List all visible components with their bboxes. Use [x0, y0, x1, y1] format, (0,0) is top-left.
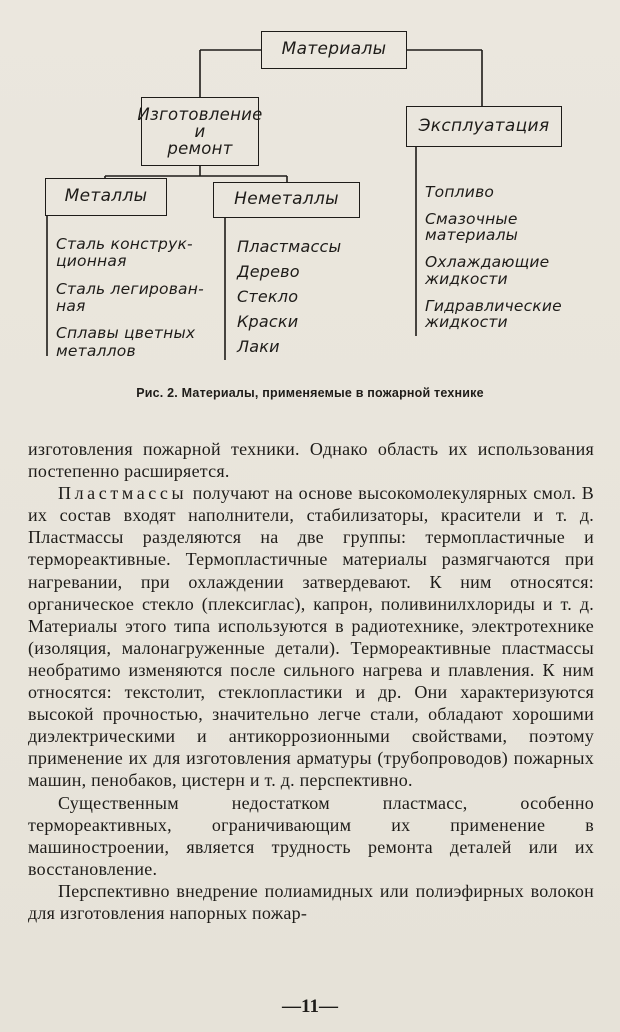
- nonmetals-list-item: Стекло: [237, 286, 299, 306]
- operation-node: Эксплуатация: [406, 106, 562, 147]
- materials-diagram: [0, 0, 620, 380]
- figure-caption: Рис. 2. Материалы, применяемые в пожарной технике: [136, 386, 484, 400]
- paragraph-2-body: получают на основе высокомолекулярных смол. В их состав входят наполнители, стабилизаторы, красители и т. д. Пластмассы разделяются на две группы: термопластичные и термореактивные. Термопластичные материалы размягчаются при нагревании, при охлаждении затвердевают. К ним относятся: органическое стекло (плексиглас), капрон, поливинилхлориды и т. д. Материалы этого типа используются в радиотехнике, электротехнике (изоляция, малонагруженные детали). Термореактивные пластмассы необратимо изменяются после сильного нагрева и плавления. К ним относятся: текстолит, стеклопластики и др. Они характеризуются высокой прочностью, значительно легче стали, обладают хорошими диэлектрическими и антикоррозионными свойствами, поэтому применение их для изготовления арматуры (трубопроводов) пожарных машин, пенобаков, цистерн и т. д. перспективно.: [28, 483, 594, 791]
- emphasized-term: Пластмассы: [58, 483, 188, 504]
- operation-list-item: Гидравлические жидкости: [425, 296, 562, 332]
- operation-list-item: Топливо: [425, 183, 495, 201]
- paragraph-4: Перспективно внедрение полиамидных или полиэфирных волокон для изготовления напорных пожар-: [28, 880, 594, 923]
- nonmetals-list-item: Пластмассы: [237, 237, 342, 256]
- operation-list-item: Охлаждающие жидкости: [425, 253, 550, 288]
- paragraph-1: изготовления пожарной техники. Однако область их использования постепенно расширяется.: [28, 439, 594, 482]
- metals-list-item: Сплавы цветных металлов: [56, 324, 196, 360]
- page-number: —11—: [282, 996, 338, 1017]
- manufacture-repair-node: Изготовление и ремонт: [141, 97, 259, 166]
- materials-root-node: Материалы: [261, 31, 407, 69]
- paragraph-3: Существенным недостатком пластмасс, особенно термореактивных, ограничивающим их применение в машиностроении, является трудность ремонта деталей или их восстановление.: [28, 792, 594, 879]
- metals-list: [56, 236, 216, 370]
- nonmetals-list: [237, 238, 377, 362]
- nonmetals-list-item: Краски: [237, 311, 299, 331]
- metals-node: Металлы: [45, 178, 167, 216]
- nonmetals-list-item: Лаки: [237, 336, 280, 356]
- metals-list-item: Сталь конструк- ционная: [56, 235, 193, 271]
- operation-list-item: Смазочные материалы: [425, 209, 519, 245]
- body-text: [28, 438, 594, 924]
- nonmetals-list-item: Дерево: [237, 261, 300, 281]
- operation-list: [425, 184, 595, 341]
- metals-list-item: Сталь легирован- ная: [56, 279, 204, 316]
- paragraph-2: [28, 482, 594, 791]
- nonmetals-node: Неметаллы: [213, 182, 360, 218]
